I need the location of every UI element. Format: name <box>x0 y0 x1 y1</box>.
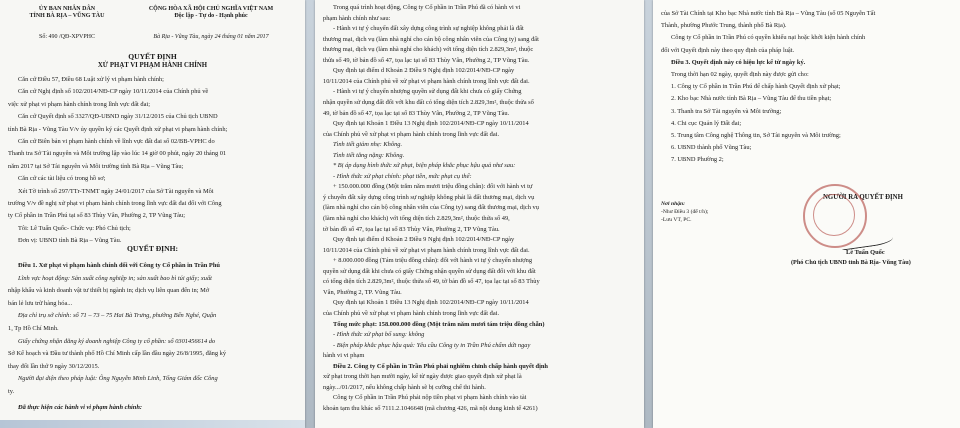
text-line: Vân, Phường 2, TP. Vũng Tàu. <box>323 288 402 296</box>
text-line: Tổng mức phạt: 158.000.000 đồng (Một trăm năm mươi tám triệu đồng chẵn) <box>333 320 545 328</box>
province-name: TỈNH BÀ RỊA – VŨNG TÀU <box>29 13 105 19</box>
text-line: 5. Trung tâm Công nghệ Thông tin, Sở Tài nguyên và Môi trường; <box>671 132 841 139</box>
text-line: Xét Tờ trình số 297/TTr-TNMT ngày 24/01/2017 của Sở Tài nguyên và Môi <box>18 187 214 195</box>
document-page-1 <box>0 0 305 428</box>
scan-edge <box>0 420 305 428</box>
text-line: (làm nhà nghỉ cho khách) với tổng diện tích 2.829,3m², thuộc thửa số 49, <box>323 215 510 222</box>
text-line: thương mại, dịch vụ (làm nhà nghỉ cho cán bộ công nhân viên của Công ty) sang đất <box>323 35 539 43</box>
text-line: 1. Công ty Cổ phần in Trần Phú để chấp hành Quyết định xử phạt; <box>671 83 841 91</box>
text-line: Công ty Cổ phần in Trần Phú có quyền khiếu nại hoặc khởi kiện hành chính <box>671 34 866 42</box>
text-line: Địa chỉ trụ sở chính: số 71 – 73 – 75 Hai Bà Trưng, phường Bến Nghé, Quận <box>18 312 217 320</box>
text-line: của Sở Tài Chính tại Kho bạc Nhà nước tỉnh Bà Rịa – Vũng Tàu (số 05 Nguyễn Tất <box>661 10 876 17</box>
document-page-3 <box>653 0 960 428</box>
text-line: 3. Thanh tra Sở Tài nguyên và Môi trường; <box>671 107 782 115</box>
text-line: xử phạt trong thời hạn mười ngày, kể từ ngày được giao quyết định xử phạt là <box>323 373 522 381</box>
text-line: trường V/v đề nghị xử phạt vi phạm hành chính trong lĩnh vực đất đai đối với Công <box>8 200 222 207</box>
text-line: ý chuyển đất xây dựng công trình sự nghiệp không phải là đất thương mại, dịch vụ <box>323 193 535 201</box>
text-line: thay đổi lần thứ 9 ngày 30/12/2015. <box>8 362 100 370</box>
text-line: thương mại, dịch vụ (làm nhà nghỉ cho khách) với tổng diện tích 2.829,3m², thuộc <box>323 46 534 54</box>
text-line: Quy định tại Khoản 1 Điều 13 Nghị định 102/2014/NĐ-CP ngày 10/11/2014 <box>333 299 529 307</box>
text-line: 7. UBND Phường 2; <box>671 156 724 164</box>
text-line: của Chính phủ về xử phạt vi phạm hành chính trong lĩnh vực đất đai. <box>323 130 500 138</box>
document-subtitle: XỬ PHẠT VI PHẠM HÀNH CHÍNH <box>97 62 208 69</box>
text-line: Sở Kế hoạch và Đầu tư thành phố Hồ Chí Minh cấp lần đầu ngày 26/8/1995, đăng ký <box>8 350 227 358</box>
text-line: + 150.000.000 đồng (Một trăm năm mươi triệu đồng chẵn): đối với hành vi tự <box>333 183 533 191</box>
decide-heading: QUYẾT ĐỊNH: <box>126 244 179 253</box>
text-line: Thành, phường Phước Trung, thành phố Bà Rịa). <box>661 22 787 30</box>
text-line: Căn cứ Nghị định số 102/2014/NĐ-CP ngày 10/11/2014 của Chính phủ về <box>18 88 209 96</box>
page-gap <box>305 0 315 428</box>
text-line: Lĩnh vực hoạt động: Sản xuất công nghiệp in; sản xuất bao bì túi giấy; xuất <box>18 274 212 282</box>
text-line: ty. <box>8 388 15 395</box>
text-line: đối với Quyết định này theo quy định của pháp luật. <box>661 46 795 54</box>
text-line: nhập khẩu và kinh doanh vật tư thiết bị ngành in; dịch vụ liên quan đến in; Mở <box>8 287 210 295</box>
text-line: 1, Tp Hồ Chí Minh. <box>8 325 59 332</box>
text-line: tỉnh Bà Rịa - Vũng Tàu V/v ủy quyền ký các Quyết định xử phạt vi phạm hành chính; <box>8 125 228 133</box>
text-line: - Hành vi tự ý chuyển đất xây dựng công trình sự nghiệp không phải là đất <box>333 25 524 33</box>
text-line: * Bị áp dụng hình thức xử phạt, biện pháp khắc phục hậu quả như sau: <box>333 162 516 170</box>
text-line: Quy định tại điểm d Khoản 2 Điều 9 Nghị định 102/2014/NĐ-CP ngày <box>333 67 515 75</box>
recipient-item: -Như Điều 3 (để t/h); <box>661 209 709 215</box>
text-line: hành vi vi phạm <box>323 352 365 360</box>
text-line: Đơn vị: UBND tỉnh Bà Rịa – Vũng Tàu. <box>18 237 122 245</box>
nation-title: CỘNG HÒA XÃ HỘI CHỦ NGHĨA VIỆT NAM <box>148 6 274 12</box>
text-line: Điều 1. Xử phạt vi phạm hành chính đối với Công ty Cổ phần in Trần Phú <box>18 262 220 269</box>
text-line: 10/11/2014 của Chính phủ về xử phạt vi phạm hành chính trong lĩnh vực đất đai. <box>323 77 530 85</box>
text-line: Tình tiết tăng nặng: Không. <box>333 151 405 159</box>
text-line: phạm hành chính như sau: <box>323 14 391 22</box>
document-date: Bà Rịa - Vũng Tàu, ngày 24 tháng 01 năm 2017 <box>153 34 269 40</box>
text-line: Trong thời hạn 02 ngày, quyết định này được gửi cho: <box>671 71 809 78</box>
text-line: - Biện pháp khắc phục hậu quả: Yêu cầu Công ty in Trần Phú chấm dứt ngay <box>333 341 531 349</box>
recipients-label: Nơi nhận: <box>661 201 685 207</box>
recipient-item: -Lưu VT, PC. <box>661 217 692 223</box>
text-line: Điều 2. Công ty Cổ phần in Trần Phú phải nghiêm chỉnh chấp hành quyết định <box>333 362 548 370</box>
text-line: - Hành vi tự ý chuyển nhượng quyền sử dụng đất khi chưa có giấy Chứng <box>333 88 522 96</box>
text-line: 49, tờ bản đồ số 47, tọa lạc tại số 83 Thùy Vân, Phường 2, TP Vũng Tàu. <box>323 109 510 117</box>
text-line: Căn cứ các tài liệu có trong hồ sơ; <box>18 175 106 183</box>
text-line: 4. Chi cục Quản lý Đất đai; <box>671 119 742 127</box>
text-line: quyền sử dụng đất khi chưa có giấy Chứng nhận quyền sử dụng đất đối với khu đất <box>323 267 536 275</box>
text-line: bán lẻ lưu trữ hàng hóa... <box>8 299 73 307</box>
agency-name: ỦY BAN NHÂN DÂN <box>38 6 96 12</box>
nation-motto: Độc lập - Tự do - Hạnh phúc <box>174 13 248 19</box>
text-line: tờ bản đồ số 47, tọa lạc tại số 83 Thùy Vân, Phường 2, TP Vũng Tàu. <box>323 225 500 233</box>
signer-name: Lê Tuấn Quốc <box>846 249 885 256</box>
text-line: năm 2017 tại Sở Tài nguyên và Môi trường tỉnh Bà Rịa – Vũng Tàu; <box>8 162 184 170</box>
text-line: của Chính phủ về xử phạt vi phạm hành chính trong lĩnh vực đất đai. <box>323 309 500 317</box>
text-line: (làm nhà nghỉ cho cán bộ công nhân viên của Công ty) sang đất thương mại, dịch vụ <box>323 204 539 212</box>
text-line: Tình tiết giảm nhẹ: Không. <box>333 141 403 149</box>
text-line: - Hình thức xử phạt chính: phạt tiền, mức phạt cụ thể: <box>333 172 472 180</box>
text-line: Giấy chứng nhận đăng ký doanh nghiệp Công ty cổ phần: số 0301456614 do <box>18 337 216 345</box>
text-line: Người đại diện theo pháp luật: Ông Nguyễn Minh Linh, Tổng Giám đốc Công <box>18 375 218 383</box>
text-line: ngày.../01/2017, nếu không chấp hành sẽ bị cưỡng chế thi hành. <box>323 383 486 391</box>
text-line: Thanh tra Sở Tài nguyên và Môi trường lập vào lúc 14 giờ 00 phút, ngày 20 tháng 01 <box>8 150 227 158</box>
text-line: việc xử phạt vi phạm hành chính trong lĩnh vực đất đai; <box>8 100 150 108</box>
text-line: 2. Kho bạc Nhà nước tỉnh Bà Rịa – Vũng Tàu để thu tiền phạt; <box>671 95 832 103</box>
document-title: QUYẾT ĐỊNH <box>128 52 177 61</box>
text-line: Công ty Cổ phần in Trần Phú phải nộp tiền phạt vi phạm hành chính vào tài <box>333 394 527 402</box>
text-line: Trong quá trình hoạt động, Công ty Cổ phần in Trần Phú đã có hành vi vi <box>333 4 521 11</box>
text-line: Căn cứ Quyết định số 3327/QĐ-UBND ngày 31/12/2015 của Chủ tịch UBND <box>18 113 218 121</box>
text-line: Tôi: Lê Tuấn Quốc- Chức vụ: Phó Chủ tịch; <box>18 224 131 232</box>
text-line: nhận quyền sử dụng đất đối với khu đất có tổng diện tích 2.829,3m², thuộc thửa số <box>323 98 534 106</box>
signer-role: (Phó Chủ tịch UBND tỉnh Bà Rịa- Vũng Tàu) <box>791 259 911 266</box>
signer-title: NGƯỜI RA QUYẾT ĐỊNH <box>823 194 903 201</box>
text-line: Quy định tại Khoản 1 Điều 13 Nghị định 102/2014/NĐ-CP ngày 10/11/2014 <box>333 120 529 128</box>
text-line: 6. UBND thành phố Vũng Tàu; <box>671 144 752 152</box>
text-line: khoản tạm thu khác số 7111.2.1046648 (mã chương 426, mã nội dung kinh tế 4261) <box>323 404 538 412</box>
document-number: Số: 490 /QĐ-XPVPHC <box>38 34 95 40</box>
text-line: có tổng diện tích 2.829,3m², thuộc thửa số 49, tờ bản đồ số 47, tọa lạc tại số 83 Thùy <box>323 278 540 286</box>
document-page-2 <box>315 0 644 428</box>
text-line: - Hình thức xử phạt bổ sung: không <box>333 331 425 339</box>
text-line: ty Cổ phần in Trần Phú tại số 83 Thùy Vân, Phường 2, TP Vũng Tàu; <box>8 212 185 220</box>
text-line: 10/11/2014 của Chính phủ về xử phạt vi phạm hành chính trong lĩnh vực đất đai. <box>323 246 530 254</box>
text-line: + 8.000.000 đồng (Tám triệu đồng chẵn): đối với hành vi tự ý chuyển nhượng <box>333 257 533 265</box>
page-gap <box>644 0 653 428</box>
violations-heading: Đã thực hiện các hành vi vi phạm hành chính: <box>18 404 143 411</box>
text-line: Quy định tại điểm d Khoản 2 Điều 9 Nghị định 102/2014/NĐ-CP ngày <box>333 236 515 244</box>
text-line: Căn cứ Biên bản vi phạm hành chính về lĩnh vực đất đai số 02/BB-VPHC do <box>18 138 215 145</box>
text-line: Căn cứ Điều 57, Điều 68 Luật xử lý vi phạm hành chính; <box>18 76 164 83</box>
text-line: thửa số 49, tờ bản đồ số 47, tọa lạc tại số 83 Thùy Vân, Phường 2, TP Vũng Tàu. <box>323 56 530 64</box>
text-line: Điều 3. Quyết định này có hiệu lực kể từ ngày ký. <box>671 58 806 66</box>
